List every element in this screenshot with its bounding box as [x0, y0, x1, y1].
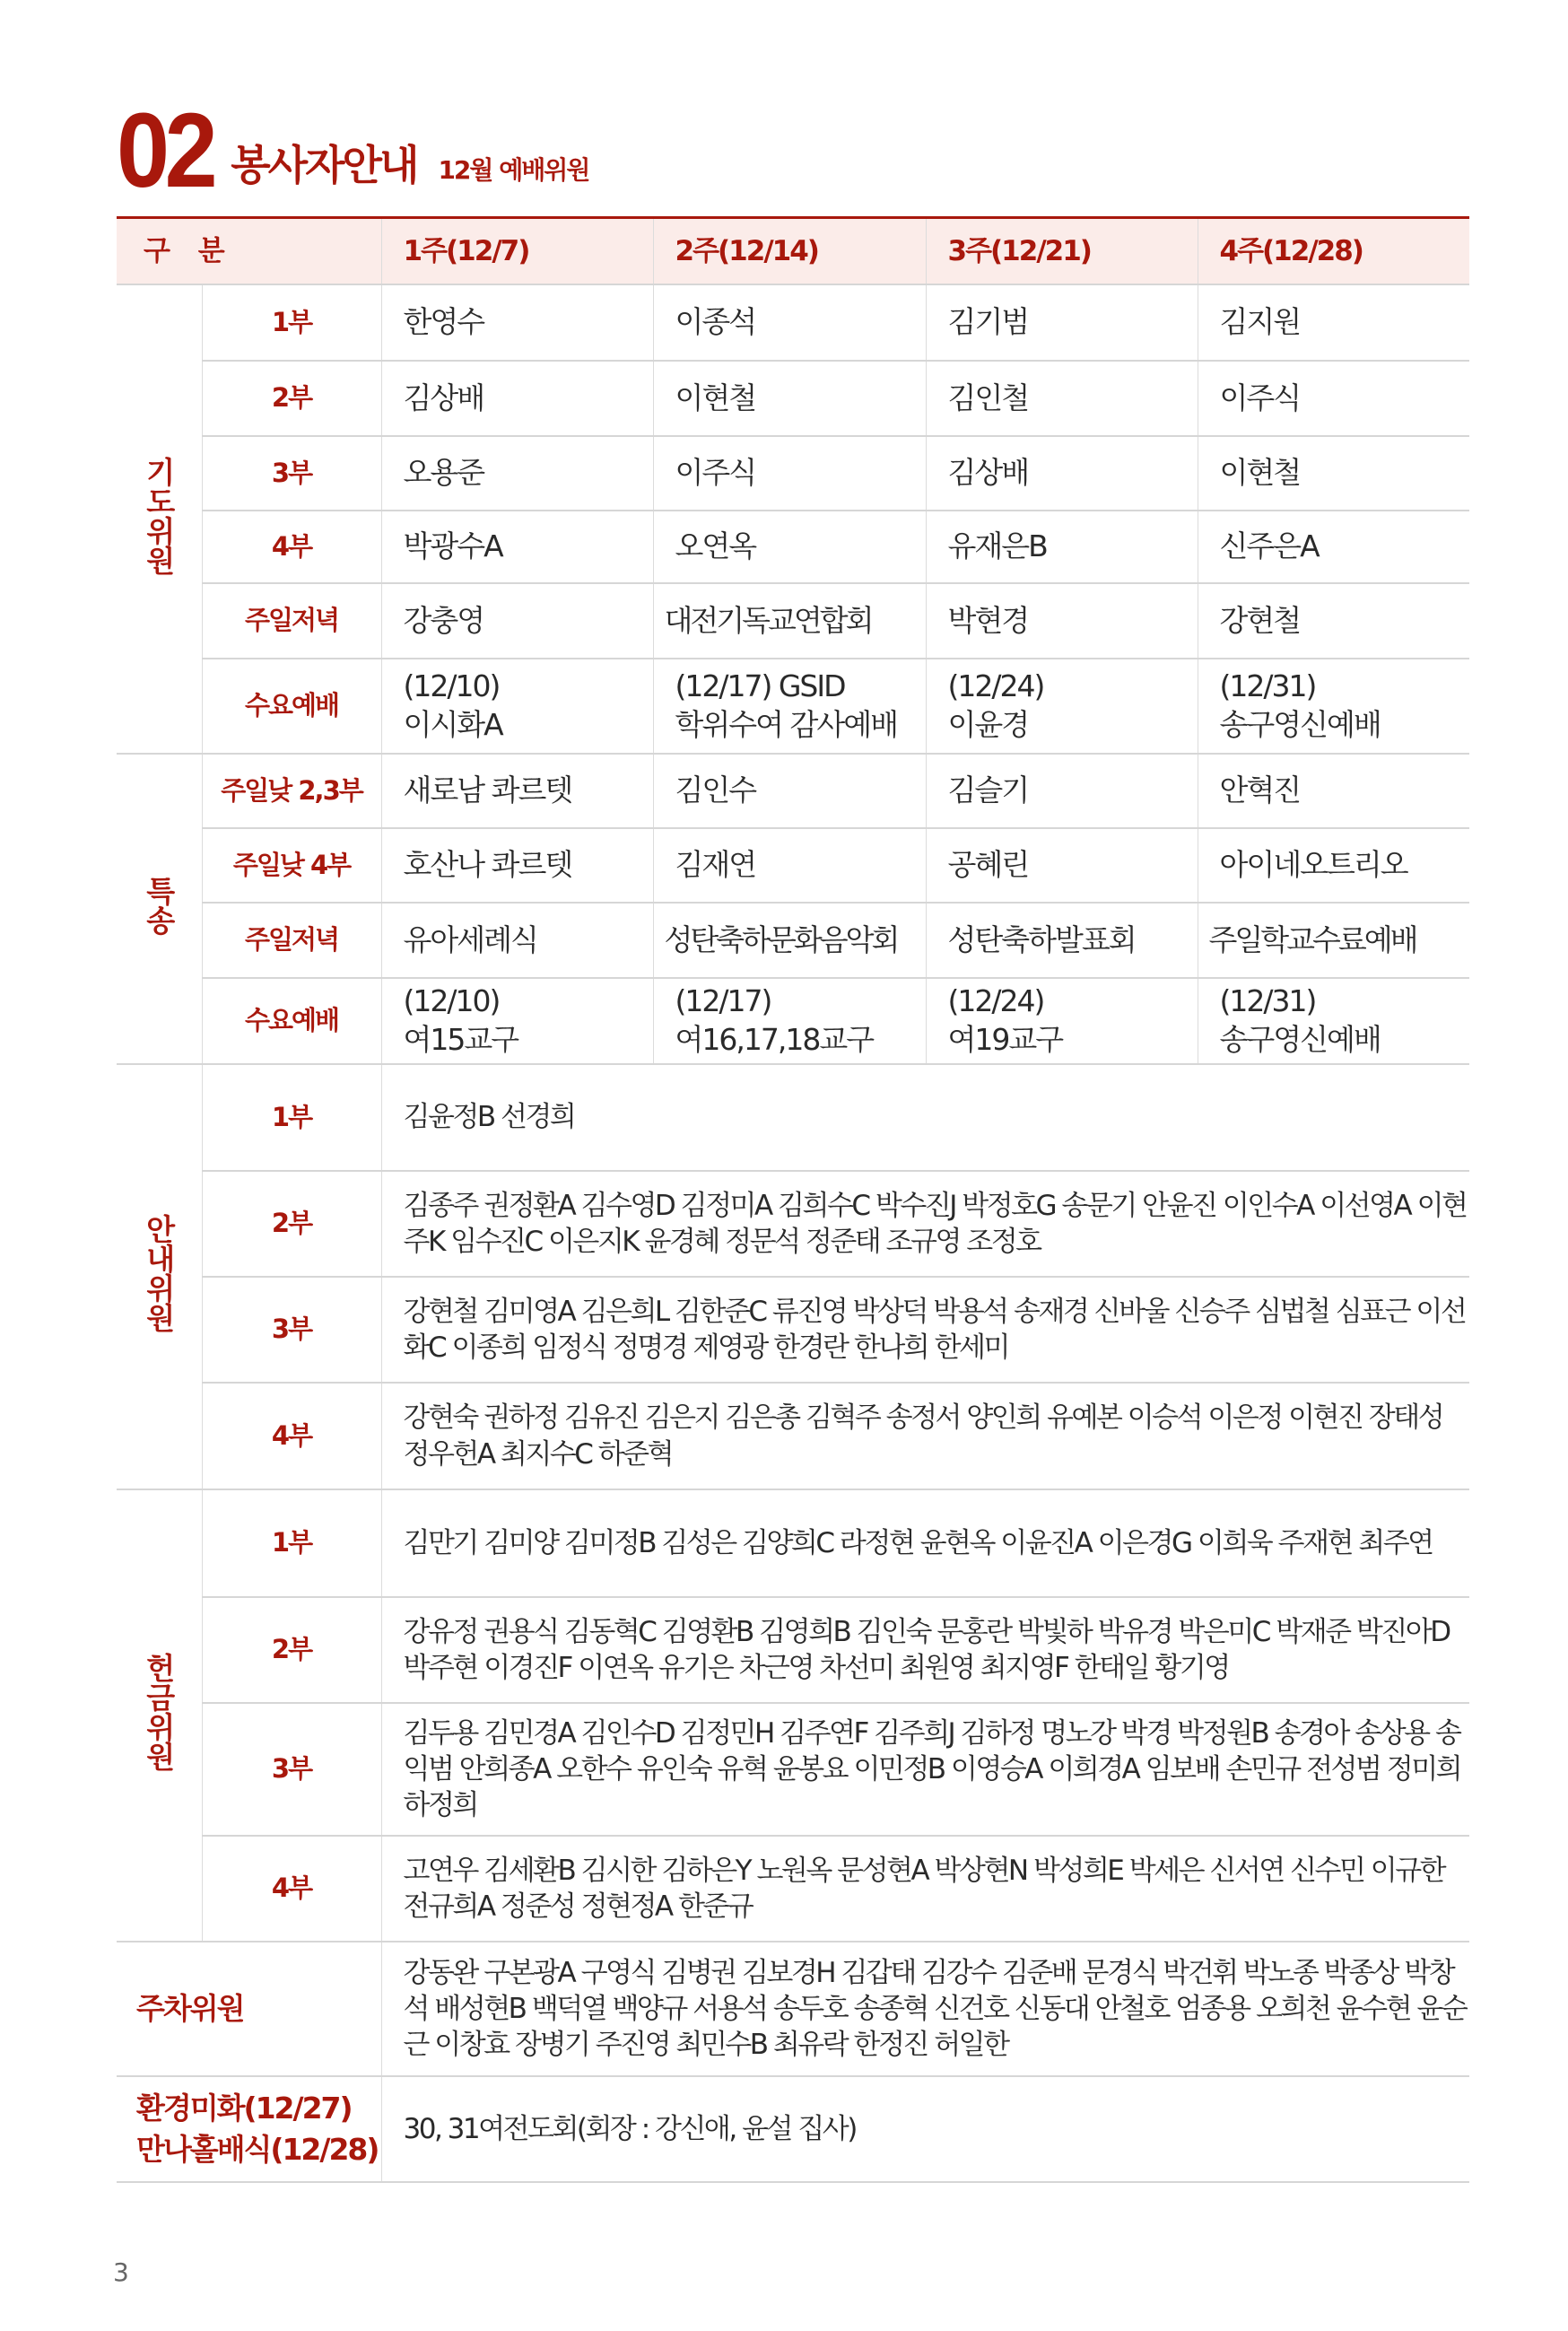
schedule-cell: 이현철	[653, 361, 926, 436]
schedule-cell: 김인철	[926, 361, 1198, 436]
group-label: 안내위원	[141, 1214, 177, 1333]
parking-names: 강동완 구본광A 구영식 김병권 김보경H 김갑태 김강수 김준배 문경식 박건휘 박노종 박종상 박창석 배성현B 백덕열 백양규 서용석 송두호 송종혁 신건호 신동대 안철호 엄종용 오희천 윤수현 윤순근 이창효 장병기 주진영 최민수B 최유락 한정진 허일한	[381, 1942, 1469, 2076]
schedule-cell: 김기범	[926, 284, 1198, 361]
table-row	[117, 284, 1469, 361]
column-header: 1주(12/7)	[381, 218, 653, 285]
table-row	[117, 659, 1469, 754]
row-label: 4부	[202, 1383, 381, 1489]
names-cell: 김종주 권정환A 김수영D 김정미A 김희수C 박수진J 박정호G 송문기 안윤진 이인수A 이선영A 이현주K 임수진C 이은지K 윤경혜 정문석 정준태 조규영 조정호	[381, 1171, 1469, 1277]
table-row	[117, 1597, 1469, 1703]
schedule-cell: 유아세례식	[381, 903, 653, 978]
names-cell: 김만기 김미양 김미정B 김성은 김양희C 라정현 윤현옥 이윤진A 이은경G 이희욱 주재현 최주연	[381, 1489, 1469, 1597]
row-label: 수요예배	[202, 659, 381, 754]
schedule-cell: (12/17) GSID 학위수여 감사예배	[653, 659, 926, 754]
group-label: 특송	[141, 876, 177, 936]
schedule-cell: 신주은A	[1198, 511, 1469, 583]
row-label: 2부	[202, 1171, 381, 1277]
schedule-cell: 공혜린	[926, 828, 1198, 903]
schedule-cell: 성탄축하문화음악회	[653, 903, 926, 978]
schedule-cell: 성탄축하발표회	[926, 903, 1198, 978]
names-cell: 김윤정B 선경희	[381, 1064, 1469, 1171]
environment-label-line: 만나홀배식(12/28)	[136, 2132, 379, 2167]
names-cell: 고연우 김세환B 김시한 김하은Y 노원옥 문성현A 박상현N 박성희E 박세은 신서연 신수민 이규한 전규희A 정준성 정현정A 한준규	[381, 1836, 1469, 1942]
column-header: 3주(12/21)	[926, 218, 1198, 285]
row-label: 주일저녁	[202, 583, 381, 659]
parking-label: 주차위원	[117, 1942, 381, 2076]
schedule-cell: 김슬기	[926, 754, 1198, 828]
table-row	[117, 361, 1469, 436]
schedule-cell: 이종석	[653, 284, 926, 361]
row-label: 1부	[202, 1489, 381, 1597]
section-subheading: 12월 예배위원	[438, 155, 589, 185]
schedule-cell: 안혁진	[1198, 754, 1469, 828]
schedule-cell: 김상배	[381, 361, 653, 436]
schedule-cell: (12/24) 이윤경	[926, 659, 1198, 754]
section-heading: 봉사자안내	[231, 141, 417, 189]
schedule-cell: 오연옥	[653, 511, 926, 583]
schedule-cell: 아이네오트리오	[1198, 828, 1469, 903]
environment-label	[117, 2076, 381, 2182]
table-row	[117, 1703, 1469, 1836]
names-cell: 강현철 김미영A 김은희L 김한준C 류진영 박상덕 박용석 송재경 신바울 신승주 심법철 심표근 이선화C 이종희 임정식 정명경 제영광 한경란 한나희 한세미	[381, 1277, 1469, 1383]
schedule-cell: 새로남 콰르텟	[381, 754, 653, 828]
row-label: 2부	[202, 1597, 381, 1703]
row-label: 주일낮 2,3부	[202, 754, 381, 828]
group-label: 기도위원	[141, 456, 177, 575]
table-row	[117, 583, 1469, 659]
schedule-cell: 한영수	[381, 284, 653, 361]
schedule-cell: (12/31) 송구영신예배	[1198, 659, 1469, 754]
table-row	[117, 978, 1469, 1064]
schedule-cell: 강현철	[1198, 583, 1469, 659]
row-label: 수요예배	[202, 978, 381, 1064]
section-number: 02	[117, 92, 213, 210]
schedule-cell: 박현경	[926, 583, 1198, 659]
column-header: 2주(12/14)	[653, 218, 926, 285]
schedule-cell: (12/17) 여16,17,18교구	[653, 978, 926, 1064]
table-row	[117, 1171, 1469, 1277]
table-row	[117, 436, 1469, 511]
schedule-cell: 김상배	[926, 436, 1198, 511]
schedule-cell: (12/10) 여15교구	[381, 978, 653, 1064]
names-cell: 강유정 권용식 김동혁C 김영환B 김영희B 김인숙 문홍란 박빛하 박유경 박은미C 박재준 박진아D 박주현 이경진F 이연옥 유기은 차근영 차선미 최원영 최지영F 한태일 황기영	[381, 1597, 1469, 1703]
schedule-cell: (12/10) 이시화A	[381, 659, 653, 754]
row-label: 2부	[202, 361, 381, 436]
table-row	[117, 754, 1469, 828]
group-label-cell	[117, 284, 202, 754]
schedule-cell: 대전기독교연합회	[653, 583, 926, 659]
column-header: 구 분	[117, 218, 381, 285]
volunteer-schedule-table	[117, 216, 1469, 2183]
table-row-parking	[117, 1942, 1469, 2076]
page-number: 3	[113, 2257, 129, 2287]
row-label: 주일저녁	[202, 903, 381, 978]
schedule-cell: 이주식	[653, 436, 926, 511]
column-header: 4주(12/28)	[1198, 218, 1469, 285]
schedule-cell: 박광수A	[381, 511, 653, 583]
row-label: 4부	[202, 1836, 381, 1942]
table-row	[117, 1277, 1469, 1383]
schedule-cell: (12/24) 여19교구	[926, 978, 1198, 1064]
names-cell: 김두용 김민경A 김인수D 김정민H 김주연F 김주희J 김하정 명노강 박경 박정원B 송경아 송상용 송익범 안희종A 오한수 유인숙 유혁 윤봉요 이민정B 이영승A 이희경A 임보배 손민규 전성범 정미희 하정희	[381, 1703, 1469, 1836]
schedule-cell: 유재은B	[926, 511, 1198, 583]
table-row	[117, 828, 1469, 903]
row-label: 3부	[202, 436, 381, 511]
table-row	[117, 1383, 1469, 1489]
row-label: 주일낮 4부	[202, 828, 381, 903]
group-label-cell	[117, 754, 202, 1064]
names-cell: 강현숙 권하정 김유진 김은지 김은총 김혁주 송정서 양인희 유예본 이승석 이은정 이현진 장태성 정우헌A 최지수C 하준혁	[381, 1383, 1469, 1489]
table-row	[117, 903, 1469, 978]
row-label: 1부	[202, 284, 381, 361]
table-row	[117, 1064, 1469, 1171]
schedule-cell: 호산나 콰르텟	[381, 828, 653, 903]
schedule-cell: 김인수	[653, 754, 926, 828]
row-label: 3부	[202, 1703, 381, 1836]
row-label: 1부	[202, 1064, 381, 1171]
schedule-cell: 이주식	[1198, 361, 1469, 436]
schedule-cell: 오용준	[381, 436, 653, 511]
schedule-cell: 주일학교수료예배	[1198, 903, 1469, 978]
schedule-cell: (12/31) 송구영신예배	[1198, 978, 1469, 1064]
group-label-cell	[117, 1489, 202, 1942]
row-label: 3부	[202, 1277, 381, 1383]
table-header-row	[117, 218, 1469, 285]
schedule-cell: 김재연	[653, 828, 926, 903]
environment-text: 30, 31여전도회(회장 : 강신애, 윤설 집사)	[381, 2076, 1469, 2182]
schedule-cell: 강충영	[381, 583, 653, 659]
group-label: 헌금위원	[141, 1653, 177, 1772]
table-row	[117, 511, 1469, 583]
table-row	[117, 1836, 1469, 1942]
schedule-cell: 김지원	[1198, 284, 1469, 361]
section-title	[117, 92, 589, 210]
group-label-cell	[117, 1064, 202, 1489]
table-row-environment	[117, 2076, 1469, 2182]
row-label: 4부	[202, 511, 381, 583]
environment-label-line: 환경미화(12/27)	[136, 2090, 352, 2126]
schedule-cell: 이현철	[1198, 436, 1469, 511]
table-row	[117, 1489, 1469, 1597]
